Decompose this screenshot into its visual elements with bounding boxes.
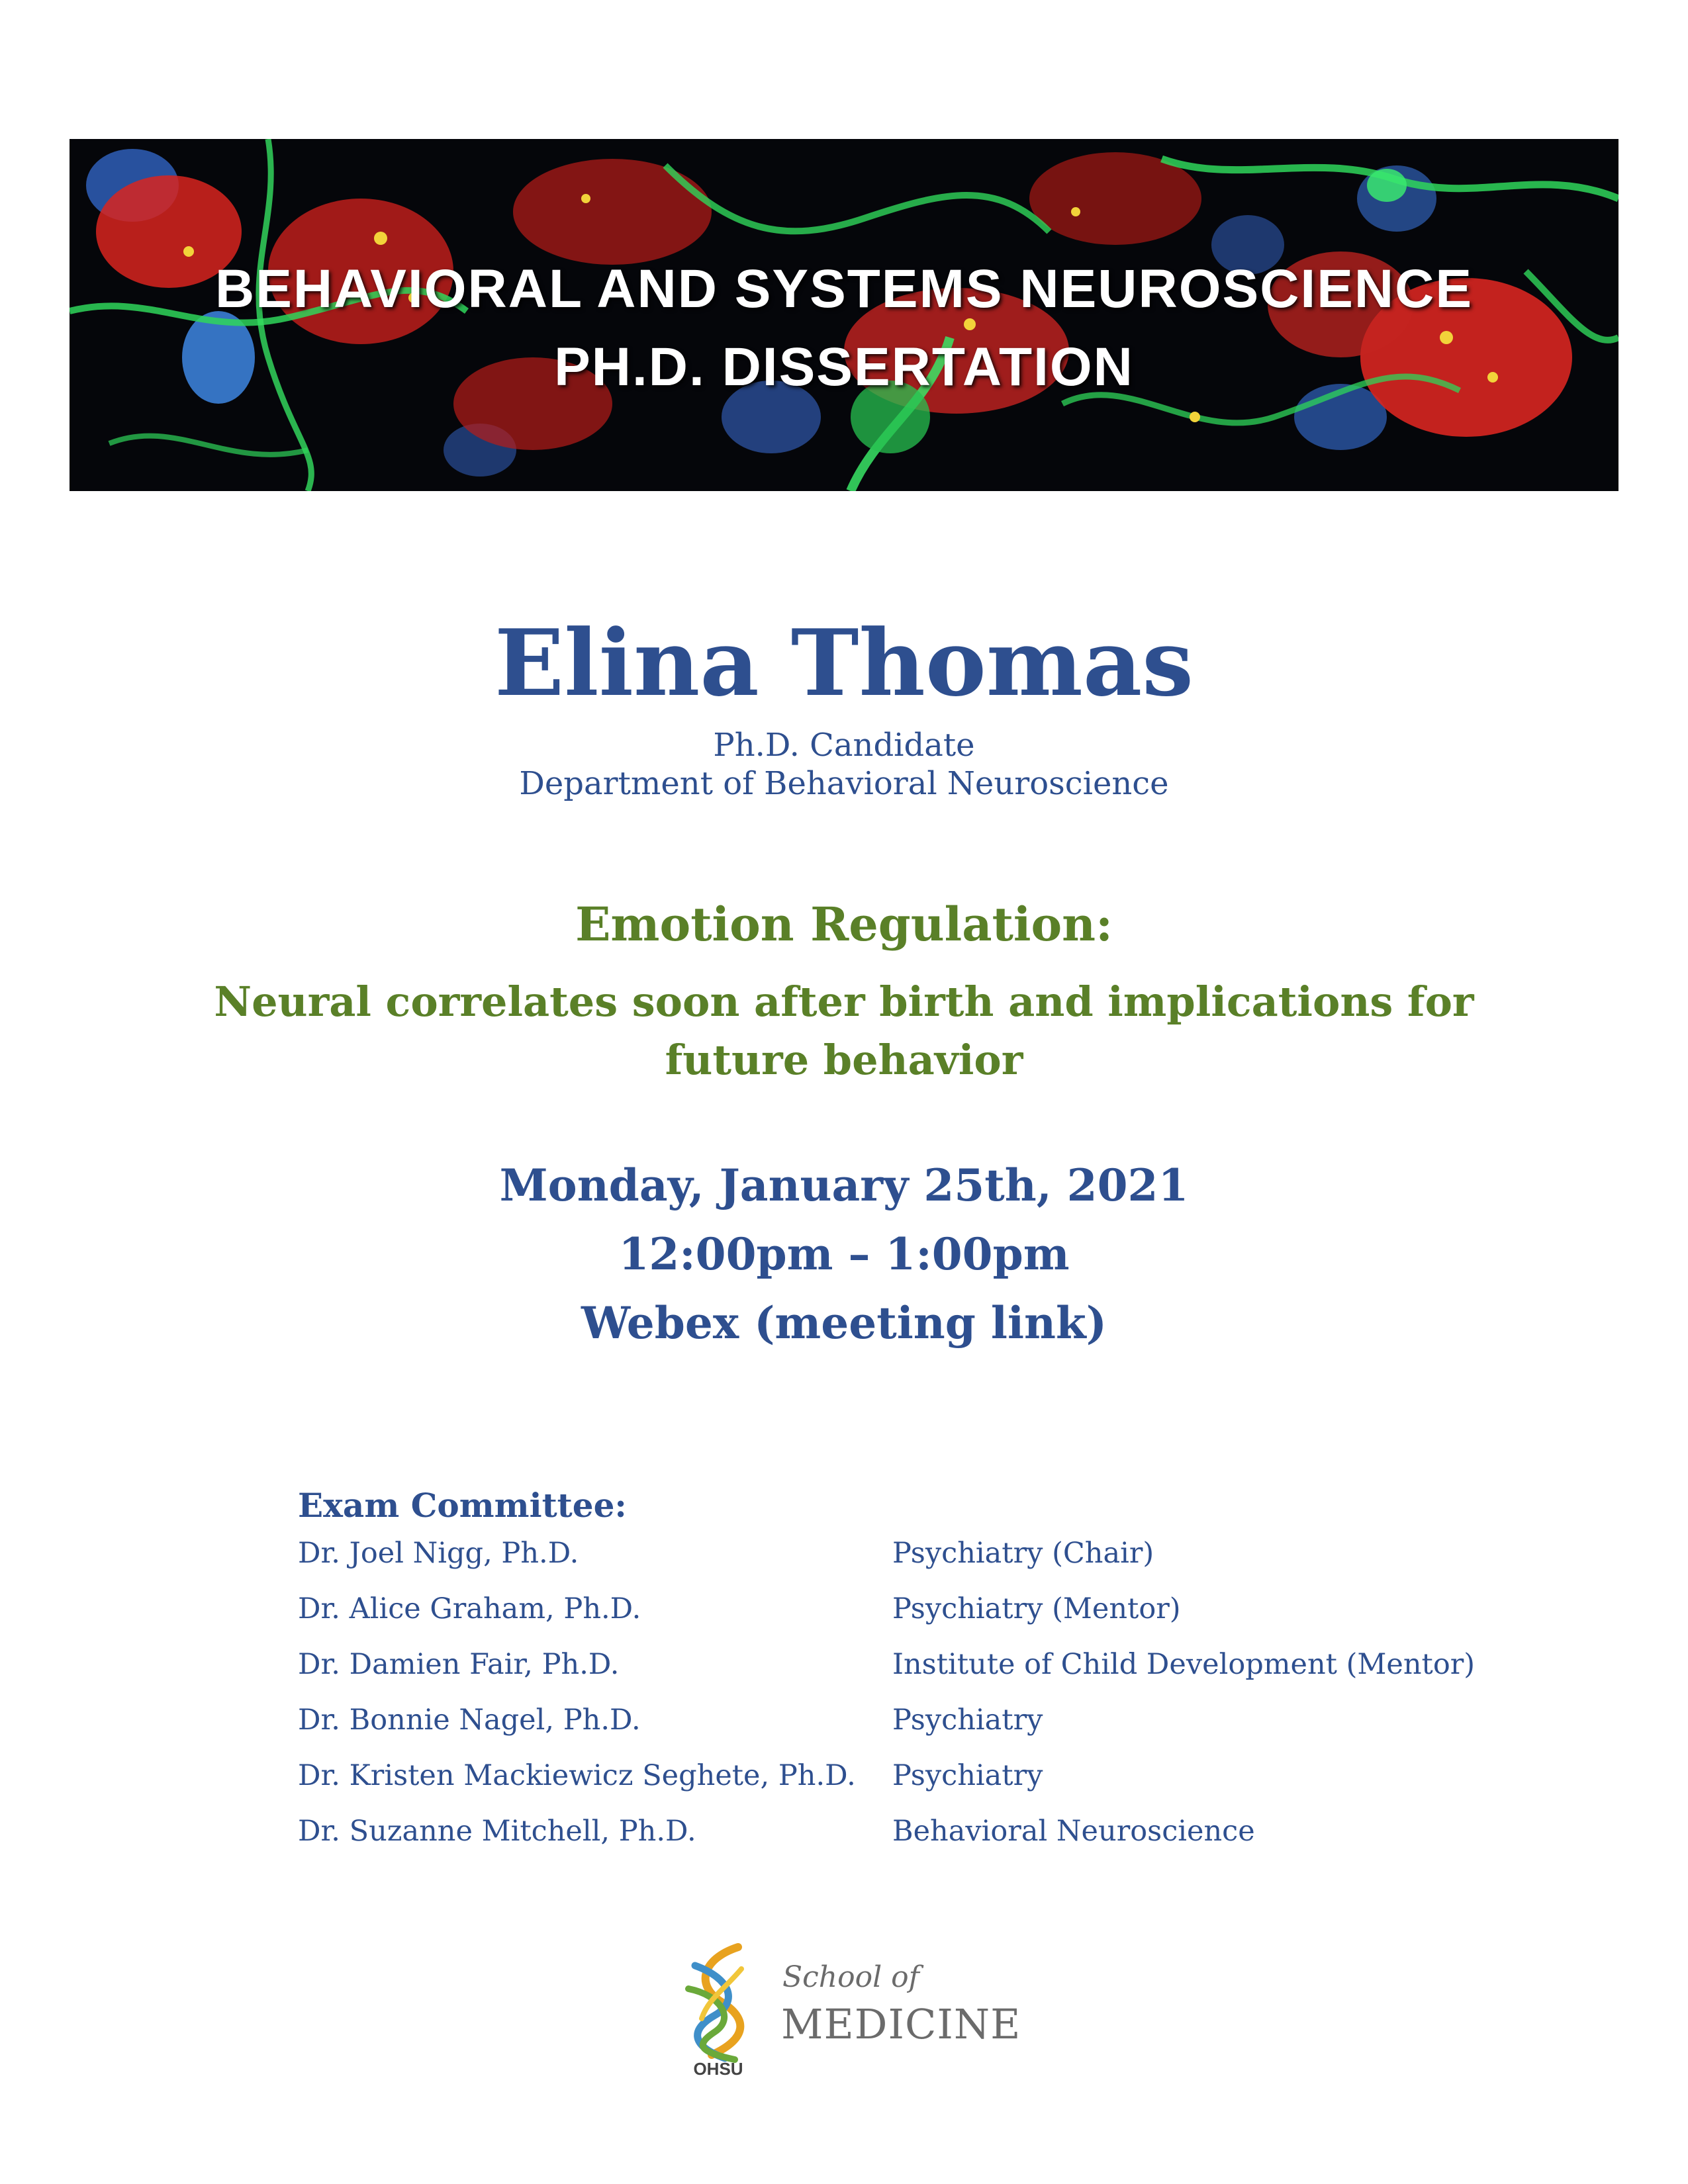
candidate-department: Department of Behavioral Neuroscience bbox=[519, 765, 1169, 802]
member-name: Dr. Joel Nigg, Ph.D. bbox=[298, 1537, 579, 1570]
header-banner bbox=[70, 139, 1618, 491]
banner-title-line2: PH.D. DISSERTATION bbox=[554, 337, 1134, 397]
member-name: Dr. Suzanne Mitchell, Ph.D. bbox=[298, 1815, 696, 1848]
member-department: Institute of Child Development (Mentor) bbox=[892, 1648, 1476, 1681]
committee-member bbox=[298, 1704, 1556, 1759]
member-name: Dr. Alice Graham, Ph.D. bbox=[298, 1592, 641, 1625]
committee-member bbox=[298, 1815, 1556, 1870]
committee-member bbox=[298, 1759, 1556, 1815]
dissertation-subtitle: Neural correlates soon after birth and implications for future behavior bbox=[214, 978, 1474, 1084]
logo-medicine: MEDICINE bbox=[781, 2000, 1021, 2048]
ohsu-wordmark: OHSU bbox=[693, 2059, 743, 2078]
member-department: Behavioral Neuroscience bbox=[892, 1815, 1255, 1848]
event-time: 12:00pm – 1:00pm bbox=[618, 1228, 1070, 1280]
member-name: Dr. Kristen Mackiewicz Seghete, Ph.D. bbox=[298, 1759, 856, 1792]
dissertation-title: Emotion Regulation: bbox=[575, 897, 1113, 952]
banner-title-line1: BEHAVIORAL AND SYSTEMS NEUROSCIENCE bbox=[214, 259, 1474, 319]
committee-member bbox=[298, 1537, 1556, 1592]
committee-member bbox=[298, 1648, 1556, 1704]
member-department: Psychiatry (Mentor) bbox=[892, 1592, 1181, 1625]
committee-heading: Exam Committee: bbox=[298, 1486, 627, 1525]
candidate-name: Elina Thomas bbox=[494, 609, 1194, 717]
logo-school-of: School of bbox=[782, 1960, 919, 1994]
member-department: Psychiatry bbox=[892, 1759, 1043, 1792]
ohsu-school-of-medicine-logo bbox=[675, 1939, 1019, 2078]
member-name: Dr. Damien Fair, Ph.D. bbox=[298, 1648, 620, 1681]
candidate-role: Ph.D. Candidate bbox=[713, 727, 975, 764]
event-date: Monday, January 25th, 2021 bbox=[499, 1160, 1189, 1211]
member-department: Psychiatry (Chair) bbox=[892, 1537, 1154, 1570]
ohsu-helix-icon bbox=[675, 1939, 761, 2078]
exam-committee bbox=[298, 1486, 1556, 1870]
member-name: Dr. Bonnie Nagel, Ph.D. bbox=[298, 1704, 641, 1737]
member-department: Psychiatry bbox=[892, 1704, 1043, 1737]
committee-member bbox=[298, 1592, 1556, 1648]
event-venue-link[interactable]: Webex (meeting link) bbox=[581, 1297, 1107, 1349]
